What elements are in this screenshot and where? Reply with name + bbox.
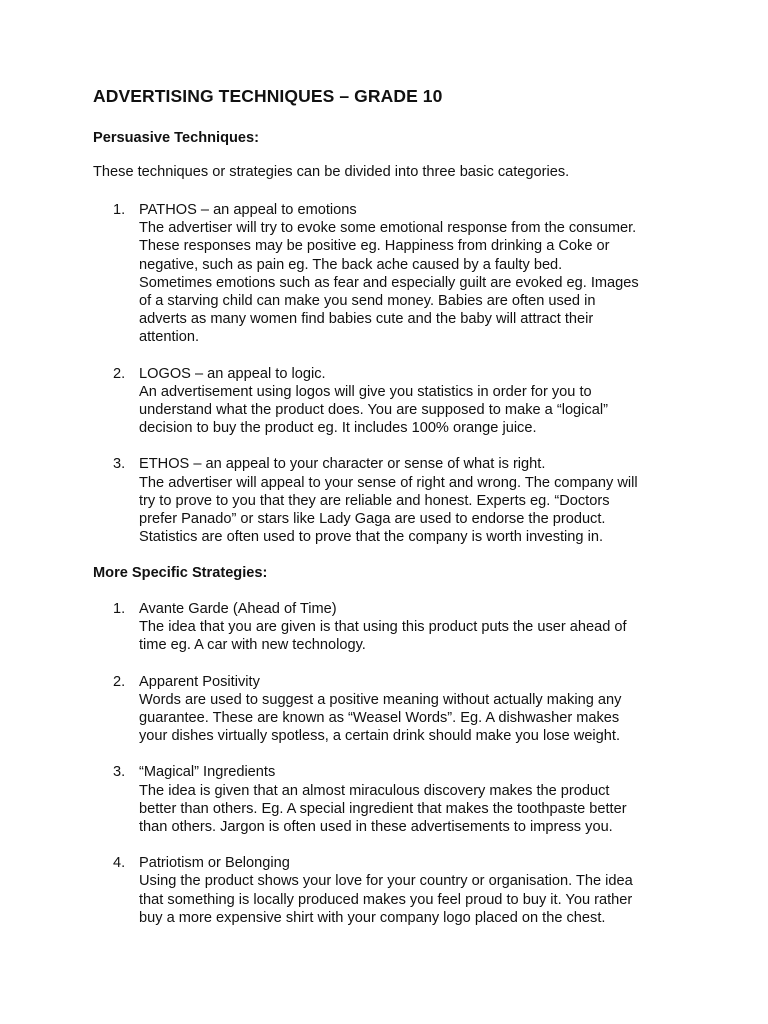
list-item-ethos [93,455,693,546]
list-item-title: Patriotism or Belonging [139,855,290,872]
list-item-body: Using the product shows your love for your country or organisation. The idea that something is locally produced makes you feel proud to buy it. You rather buy a more expensive shirt with your company logo placed on the chest. [139,873,633,926]
specific-strategies-list [93,600,693,927]
list-item-avante-garde [93,600,693,655]
list-item-patriotism [93,854,693,927]
list-item-number: 3. [113,456,126,473]
list-item-number: 1. [113,601,126,617]
specific-strategies-heading: More Specific Strategies: [93,565,268,581]
list-item-body: The idea that you are given is that using this product puts the user ahead of time eg. A car with new technology. [139,619,627,654]
list-item-title: LOGOS – an appeal to logic. [139,365,326,382]
list-item-number: 2. [113,673,126,690]
persuasive-techniques-list [93,201,693,546]
intro-paragraph: These techniques or strategies can be divided into three basic categories. [93,164,570,180]
list-item-title: PATHOS – an appeal to emotions [139,202,357,218]
list-item-number: 2. [113,365,126,382]
list-item-title: Apparent Positivity [139,673,260,690]
list-item-apparent-positivity [93,673,693,746]
list-item-title: “Magical” Ingredients [139,764,276,781]
persuasive-techniques-heading: Persuasive Techniques: [93,130,260,146]
list-item-body: The advertiser will try to evoke some emotional response from the consumer. These responses may be positive eg. Happiness from drinking a Coke or negative, such as pain eg. The back ache caused by a faulty bed. Sometimes emotions such as fear and especially guilt are evoked eg. Images of a starving child can make you send money. Babies are often used in adverts as many women find babies cute and the baby will attract their attention. [139,220,639,346]
list-item-number: 4. [113,855,126,872]
list-item-body: The idea is given that an almost miraculous discovery makes the product better than others. Eg. A special ingredient that makes the toothpaste better than others. Jargon is often used in these advertisements to impress you. [139,782,627,836]
list-item-magical-ingredients [93,763,693,836]
list-item-number: 1. [113,202,126,218]
list-item-title: Avante Garde (Ahead of Time) [139,601,337,617]
document-title: ADVERTISING TECHNIQUES – GRADE 10 [93,86,443,106]
list-item-body: Words are used to suggest a positive meaning without actually making any guarantee. These are known as “Weasel Words”. Eg. A dishwasher makes your dishes virtually spotless, a certain drink should make you lose weight. [139,691,622,745]
list-item-body: The advertiser will appeal to your sense of right and wrong. The company will try to prove to you that they are reliable and honest. Experts eg. “Doctors prefer Panado” or stars like Lady Gaga are used to endorse the product. Statistics are often used to prove that the company is worth investing in. [139,474,638,546]
list-item-logos [93,365,693,438]
list-item-pathos [93,201,693,347]
list-item-body: An advertisement using logos will give you statistics in order for you to understand what the product does. You are supposed to make a “logical” decision to buy the product eg. It includes 100% orange juice. [139,383,608,437]
list-item-title: ETHOS – an appeal to your character or sense of what is right. [139,456,546,473]
list-item-number: 3. [113,764,126,781]
